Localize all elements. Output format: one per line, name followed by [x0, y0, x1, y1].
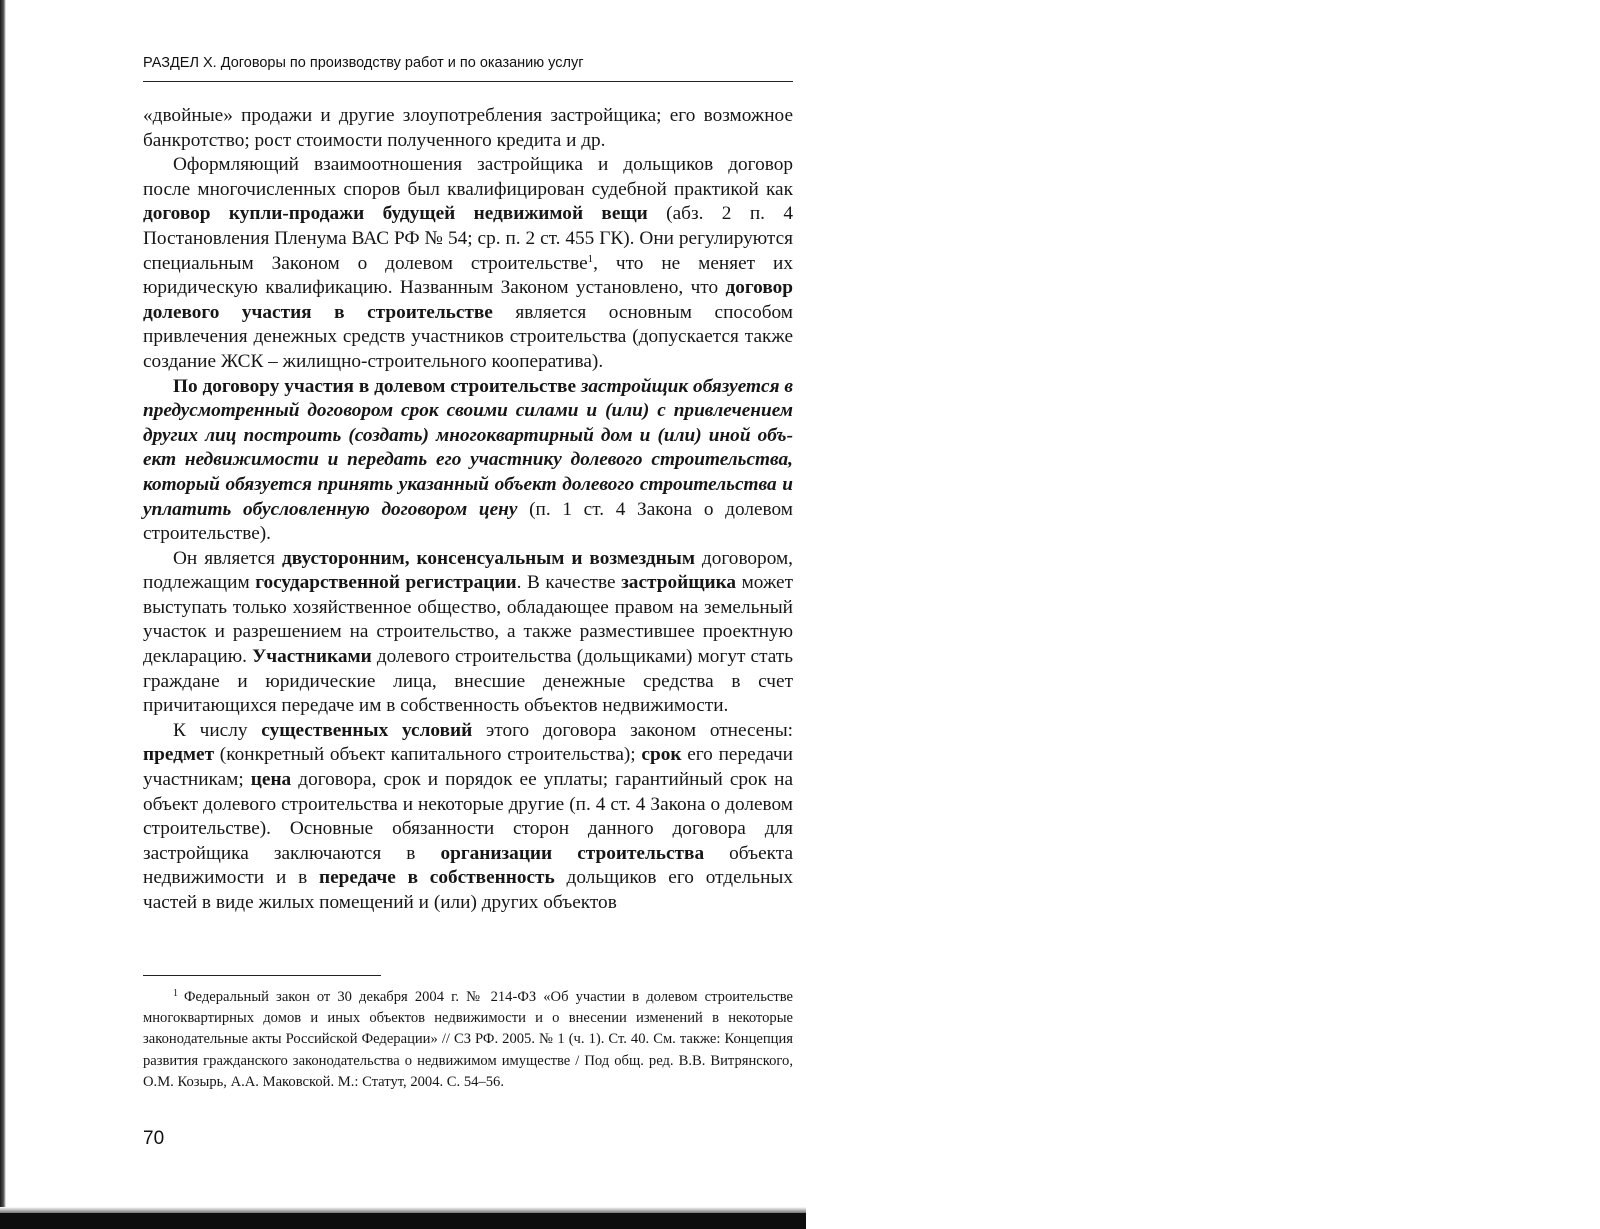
- paragraph-4-text: . В качестве: [516, 572, 622, 594]
- term-subject: предмет: [143, 744, 215, 766]
- paragraph-1-text: «двойные» продажи и другие злоупотребления застройщика; его возможное банкротство; рост стоимости полученного кредита и др.: [143, 105, 793, 151]
- paragraph-3: [143, 375, 793, 547]
- term-shared-construction-contract: договор долевого участия в строительстве: [143, 277, 793, 323]
- term-participants: Участниками: [252, 646, 372, 668]
- footnote-text: Федеральный закон от 30 декабря 2004 г. № 214-ФЗ «Об участии в долевом строительстве многоквартирных домов и иных объектов недвижимости и о внесении изменений в некоторые законодательные акты Российской Федерации» // СЗ РФ. 2005. № 1 (ч. 1). Ст. 40. См. также: Концепция развития гражданского законодательства о недвижимом имуществе / Под общ. ред. В.В. Витрянского, О.М. Козырь, А.А. Маковской. М.: Статут, 2004. С. 54–56.: [143, 989, 793, 1090]
- paragraph-1: [143, 104, 793, 153]
- paragraph-5-text: К числу: [173, 719, 262, 741]
- paragraph-2-text: Оформляющий взаимоотношения застройщика и дольщиков договор после многочисленных споров был квалифицирован судебной практикой как: [143, 154, 793, 200]
- term-developer: застройщика: [621, 572, 737, 594]
- body-text: [143, 104, 793, 916]
- running-title: РАЗДЕЛ X. Договоры по производству работ и по оказанию услуг: [143, 55, 584, 71]
- term-price: цена: [250, 769, 292, 791]
- paragraph-4-text: долевого строительства (дольщиками) могут стать граждане и юридические лица, внесшие денежные средства в счет причитающихся передаче им в собственность объектов недвижимости.: [143, 646, 794, 717]
- footnote-reference[interactable]: 1: [587, 252, 594, 265]
- footnote: [143, 983, 793, 1093]
- term-state-registration: государственной регистрации: [255, 572, 517, 594]
- paragraph-3-text: (п. 1 ст. 4 Закона о долевом строительстве).: [143, 498, 793, 545]
- page-number: 70: [143, 1128, 165, 1149]
- paragraph-4-text: может выступать только хозяйственное общество, обладающее правом на земельный участок и разрешением на строительство, а также разместившее проектную декларацию.: [143, 572, 794, 668]
- paragraph-2-text: является основным способом привлечения денежных средств участников строительства (допускается также создание ЖСК – жилищно-строительного кооператива).: [143, 301, 793, 372]
- paragraph-4-text: Он является: [173, 547, 282, 569]
- term-essential-conditions: существенных условий: [261, 719, 473, 741]
- paragraph-5-text: объекта недвижимости и в: [143, 842, 793, 889]
- footnote-paragraph: [143, 983, 793, 1093]
- definition-term: По договору участия в долевом строительстве: [173, 375, 577, 397]
- term-contract-features: двусторонним, консенсуальным и возмездным: [282, 547, 695, 569]
- paragraph-5-text: этого договора законом отнесены:: [472, 719, 794, 741]
- paragraph-2-text: (абз. 2 п. 4 Постановления Пленума ВАС РФ № 54; ср. п. 2 ст. 455 ГК). Они регулируются специальным Законом о долевом строительстве: [143, 203, 793, 274]
- term-term: срок: [641, 744, 682, 766]
- footnote-rule: [143, 975, 381, 976]
- term-organization-of-construction: организации строительства: [440, 842, 705, 864]
- header-rule: [143, 81, 793, 82]
- paragraph-5-text: (конкретный объект капитального строительства);: [214, 744, 642, 766]
- footnote-marker: 1: [173, 988, 178, 999]
- paragraph-5: [143, 719, 793, 916]
- paragraph-4-text: договором, подлежащим: [143, 547, 793, 594]
- paragraph-4: [143, 547, 793, 719]
- paragraph-5-text: его передачи участникам;: [143, 744, 794, 791]
- term-sale-future-property: договор купли-продажи будущей недвижимой вещи: [143, 203, 648, 225]
- paragraph-2: [143, 153, 793, 374]
- paragraph-5-text: договора, срок и порядок ее уплаты; гарантийный срок на объект долевого строительства и некоторые другие (п. 4 ст. 4 Закона о долевом строительстве). Основные обязанности сторон данного договора для застройщика заключаются в: [143, 769, 793, 864]
- definition-text: застройщик обязуется в предусмотренный договором срок своими силами и (или) с привлечением других лиц построить (создать) многоквартирный дом и (или) иной объект недвижимости и передать его участнику долевого строительства, который обязуется принять указанный объект долевого строительства и уплатить обусловленную договором цену: [143, 375, 793, 520]
- paragraph-5-text: дольщиков его отдельных частей в виде жилых помещений и (или) других объектов: [143, 867, 793, 913]
- paragraph-2-text: , что не меняет их юридическую квалификацию. Названным Законом установлено, что: [143, 252, 793, 299]
- term-transfer-of-ownership: передаче в собственность: [319, 867, 555, 889]
